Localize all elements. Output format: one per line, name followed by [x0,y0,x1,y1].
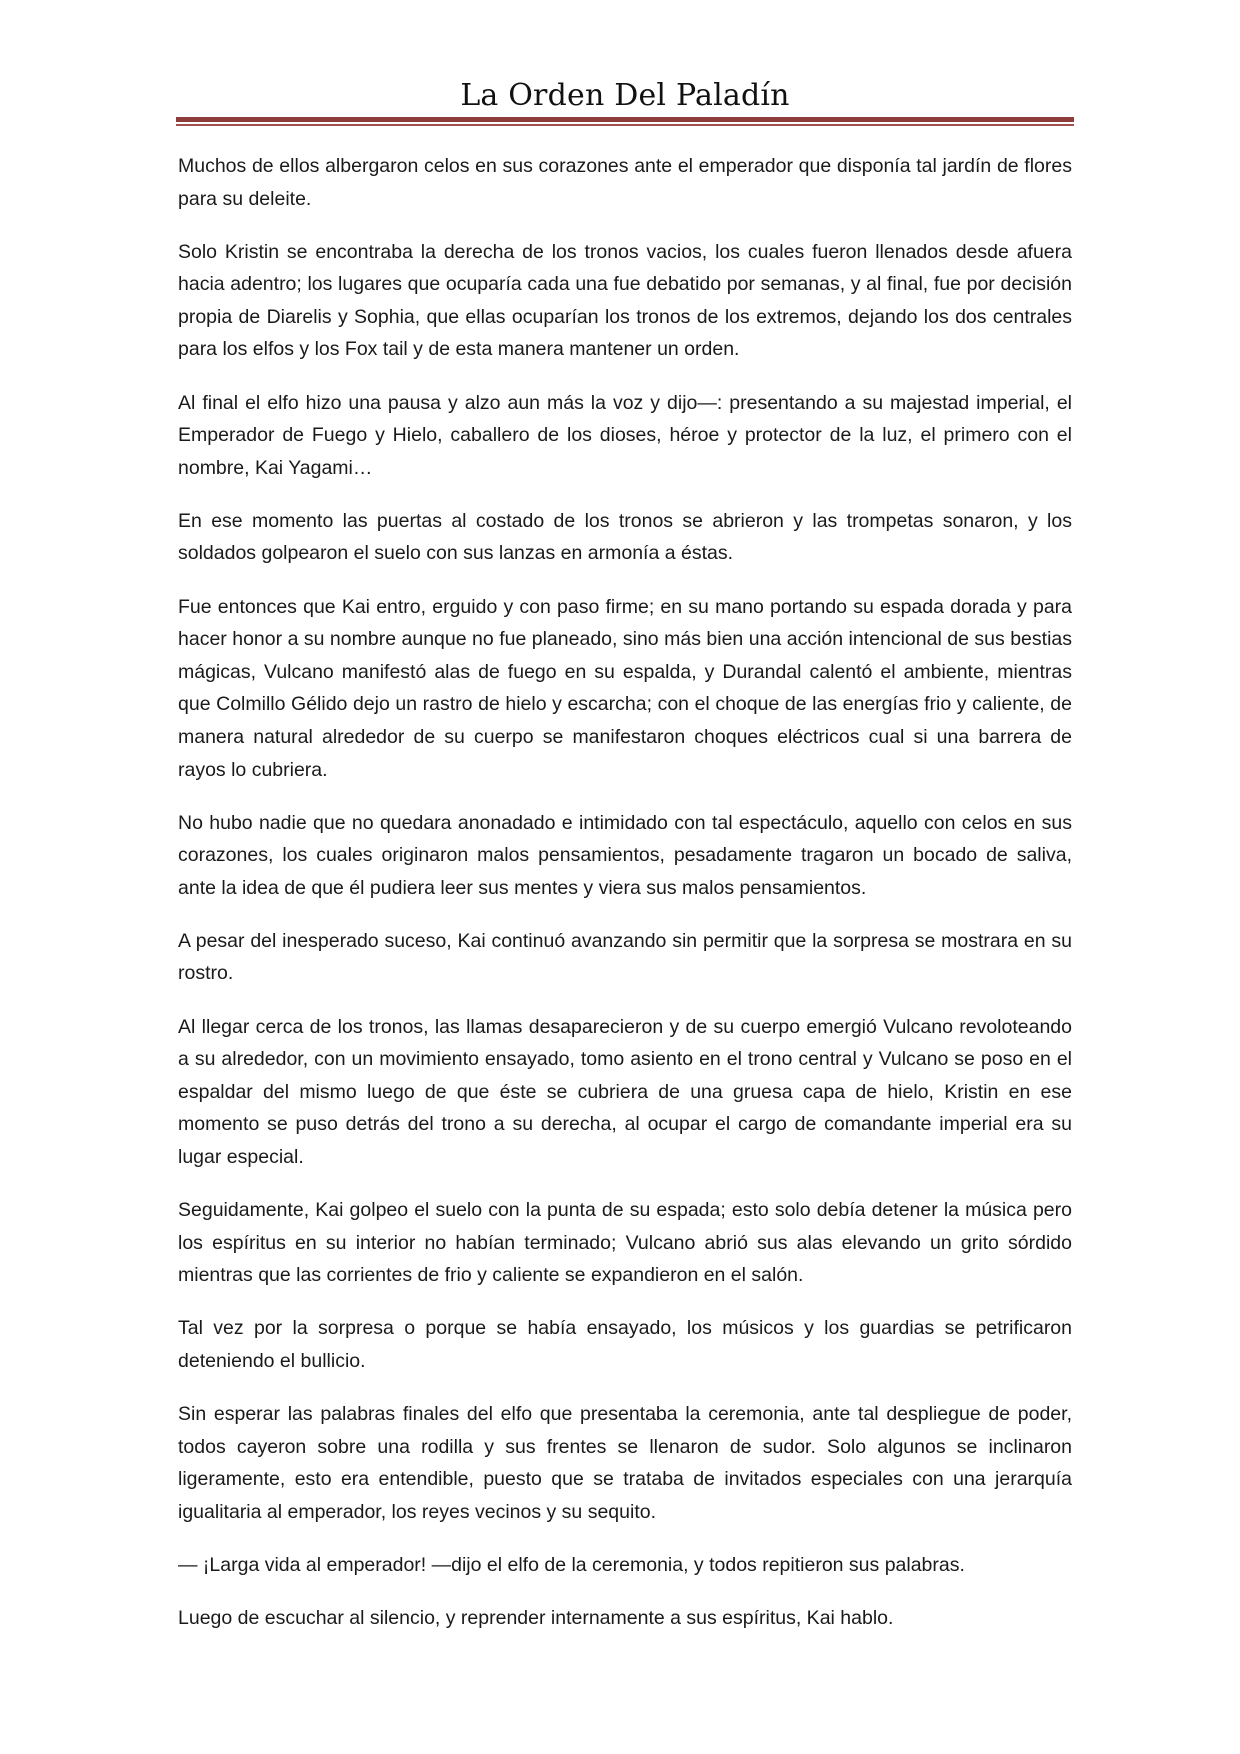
paragraph: En ese momento las puertas al costado de los tronos se abrieron y las trompetas sonaron, y los soldados golpearon el suelo con sus lanzas en armonía a éstas. [178,509,1072,565]
paragraph: No hubo nadie que no quedara anonadado e intimidado con tal espectáculo, aquello con celos en sus corazones, los cuales originaron malos pensamientos, pesadamente tragaron un bocado de saliva, ante la idea de que él pudiera leer sus mentes y viera sus malos pensamientos. [178,811,1072,899]
header-divider-thin [176,124,1074,126]
paragraph: Seguidamente, Kai golpeo el suelo con la punta de su espada; esto solo debía detener la música pero los espíritus en su interior no habían terminado; Vulcano abrió sus alas elevando un grito sórdido mientras que las corrientes de frio y caliente se expandieron en el salón. [178,1199,1072,1287]
paragraph: Al final el elfo hizo una pausa y alzo aun más la voz y dijo—: presentando a su majestad imperial, el Emperador de Fuego y Hielo, caballero de los dioses, héroe y protector de la luz, el primero con el nombre, Kai Yagami… [178,391,1072,479]
paragraph: Fue entonces que Kai entro, erguido y con paso firme; en su mano portando su espada dorada y para hacer honor a su nombre aunque no fue planeado, sino más bien una acción intencional de sus bestias mágicas, Vulcano manifestó alas de fuego en su espalda, y Durandal calentó el ambiente, mientras que Colmillo Gélido dejo un rastro de hielo y escarcha; con el choque de las energías frio y caliente, de manera natural alrededor de su cuerpo se manifestaron choques eléctricos cual si una barrera de rayos lo cubriera. [178,595,1072,781]
page-header [176,70,1074,122]
body-text [178,150,1072,1655]
header-divider-thick [176,117,1074,122]
paragraph: Luego de escuchar al silencio, y reprender internamente a sus espíritus, Kai hablo. [178,1606,894,1629]
paragraph: Tal vez por la sorpresa o porque se había ensayado, los músicos y los guardias se petrificaron deteniendo el bullicio. [178,1317,1072,1372]
header-divider [176,117,1074,127]
paragraph: Muchos de ellos albergaron celos en sus corazones ante el emperador que disponía tal jardín de flores para su deleite. [178,155,1072,210]
paragraph: — ¡Larga vida al emperador! —dijo el elfo de la ceremonia, y todos repitieron sus palabras. [178,1553,965,1576]
paragraph: Sin esperar las palabras finales del elfo que presentaba la ceremonia, ante tal despliegue de poder, todos cayeron sobre una rodilla y sus frentes se llenaron de sudor. Solo algunos se inclinaron ligeramente, esto era entendible, puesto que se trataba de invitados especiales con una jerarquía igualitaria al emperador, los reyes vecinos y su sequito. [178,1403,1072,1523]
paragraph: Al llegar cerca de los tronos, las llamas desaparecieron y de su cuerpo emergió Vulcano revoloteando a su alrededor, con un movimiento ensayado, tomo asiento en el trono central y Vulcano se poso en el espaldar del mismo luego de que éste se cubriera de una gruesa capa de hielo, Kristin en ese momento se puso detrás del trono a su derecha, al ocupar el cargo de comandante imperial era su lugar especial. [178,1015,1072,1168]
paragraph: A pesar del inesperado suceso, Kai continuó avanzando sin permitir que la sorpresa se mostrara en su rostro. [178,929,1072,985]
paragraph: Solo Kristin se encontraba la derecha de los tronos vacios, los cuales fueron llenados desde afuera hacia adentro; los lugares que ocuparía cada una fue debatido por semanas, y al final, fue por decisión propia de Diarelis y Sophia, que ellas ocuparían los tronos de los extremos, dejando los dos centrales para los elfos y los Fox tail y de esta manera mantener un orden. [178,240,1072,361]
book-title: La Orden Del Paladín [460,78,790,113]
